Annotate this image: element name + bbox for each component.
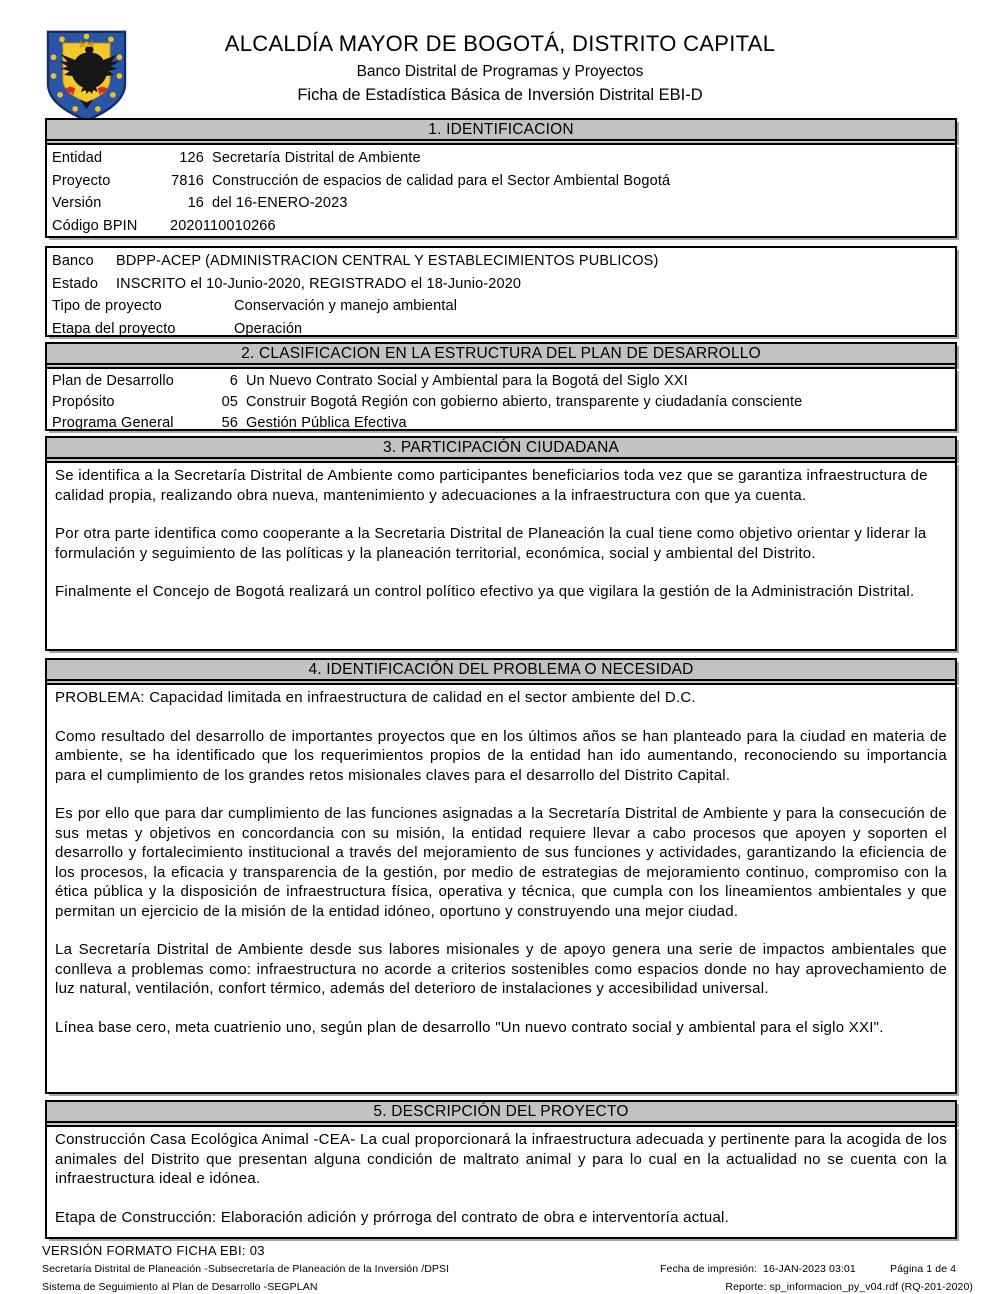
table-row (52, 147, 949, 170)
paragraph: Es por ello que para dar cumplimiento de las funciones asignadas a la Secretaría Distrital de Ambiente y para la consecución de sus metas y objetivos en concordancia con su misión, la entidad requiere llevar a cabo procesos que apoyen y soporten el desarrollo y fortalecimiento institucional a través del mejoramiento de sus funciones y actividades, garantizando la eficiencia de los procesos, la eficacia y transparencia de la gestión, por medio de estrategias de mejoramiento continuo, compromiso con la ética pública y la disposición de infraestructura física, operativa y técnica, que cumpla con los lineamientos ambientales y que permitan un ejercicio de la misión de la entidad idóneo, oportuno y construyendo una mejor ciudad. (55, 805, 947, 920)
document-subtitle-ficha: Ficha de Estadística Básica de Inversión Distrital EBI-D (297, 86, 703, 105)
table-row (52, 413, 949, 431)
field-value: INSCRITO el 10-Junio-2020, REGISTRADO el 18-Junio-2020 (116, 275, 522, 292)
paragraph: Etapa de Construcción: Elaboración adición y prórroga del contrato de obra e interventoría actual. (55, 1208, 730, 1226)
project-status-box (45, 246, 957, 337)
paragraph: Construcción Casa Ecológica Animal -CEA- La cual proporcionará la infraestructura adecuada y pertinente para la acogida de los animales del Distrito que presentan alguna condición de maltrato animal y para lo cual en la actualidad no se cuenta con la infraestructura ideal e idónea. (55, 1131, 947, 1187)
participation-text-box (45, 461, 957, 651)
paragraph: Se identifica a la Secretaría Distrital de Ambiente como participantes beneficiarios toda vez que se garantiza infraestructura de calidad propia, realizando obra nueva, mantenimiento y adecuaciones a la infraestructura con que ya cuenta. (55, 467, 928, 504)
field-label: Propósito (52, 394, 115, 410)
paragraph: PROBLEMA: Capacidad limitada en infraestructura de calidad en el sector ambiente del D.C. (55, 689, 696, 706)
field-label: Proyecto (52, 172, 111, 189)
field-code: 126 (179, 150, 204, 166)
section-2-title: 2. CLASIFICACION EN LA ESTRUCTURA DEL PLAN DE DESARROLLO (47, 344, 955, 365)
section-4-title: 4. IDENTIFICACIÓN DEL PROBLEMA O NECESIDAD (47, 660, 955, 681)
document-subtitle-banco: Banco Distrital de Programas y Proyectos (356, 63, 644, 81)
field-value: BDPP-ACEP (ADMINISTRACION CENTRAL Y ESTABLECIMIENTOS PUBLICOS) (116, 253, 659, 269)
field-value: Un Nuevo Contrato Social y Ambiental para la Bogotá del Siglo XXI (246, 373, 688, 389)
field-label: Estado (52, 275, 99, 292)
footer-organization-line2: Sistema de Seguimiento al Plan de Desarrollo -SEGPLAN (42, 1281, 318, 1293)
paragraph: Como resultado del desarrollo de importantes proyectos que en los últimos años se han planteado para la ciudad en materia de ambiente, se ha identificado que los requerimientos propios de la entidad han ido aumentando, reconociendo su importancia para el cumplimiento de los grandes retos misionales claves para el desarrollo del Distrito Capital. (55, 727, 947, 784)
section-5-title: 5. DESCRIPCIÓN DEL PROYECTO (47, 1102, 955, 1123)
section-1-title: 1. IDENTIFICACION (47, 120, 955, 141)
table-row (52, 318, 949, 338)
field-value: Operación (234, 320, 303, 337)
field-value: Secretaría Distrital de Ambiente (212, 150, 421, 166)
field-value: Construir Bogotá Región con gobierno abierto, transparente y ciudadanía consciente (246, 394, 803, 410)
section-2-header (45, 342, 957, 367)
table-row (52, 215, 949, 238)
table-row (52, 170, 949, 193)
field-label: Versión (52, 195, 102, 211)
field-value: Construcción de espacios de calidad para el Sector Ambiental Bogotá (212, 172, 671, 189)
field-code: 56 (221, 415, 238, 431)
document-header (0, 31, 1000, 105)
page-number: Página 1 de 4 (890, 1263, 957, 1275)
field-code: 05 (221, 394, 238, 410)
document-title: ALCALDÍA MAYOR DE BOGOTÁ, DISTRITO CAPITAL (224, 31, 776, 56)
field-label: Programa General (52, 415, 174, 431)
section-1-header (45, 118, 957, 143)
field-label: Código BPIN (52, 217, 138, 234)
format-version-label: VERSIÓN FORMATO FICHA EBI: 03 (42, 1243, 265, 1258)
field-value: Gestión Pública Efectiva (246, 415, 407, 431)
identification-fields-box (45, 143, 957, 238)
section-3-header (45, 436, 957, 461)
field-value: 2020110010266 (170, 217, 276, 234)
description-text-box (45, 1125, 957, 1239)
paragraph: Finalmente el Concejo de Bogotá realizará un control político efectivo ya que vigilara la gestión de la Administración Distrital. (55, 583, 915, 600)
field-label: Etapa del proyecto (52, 320, 176, 337)
print-date-value: 16-JAN-2023 03:01 (763, 1263, 856, 1275)
field-value: Conservación y manejo ambiental (234, 298, 458, 314)
field-label: Banco (52, 253, 94, 269)
table-row (52, 273, 949, 296)
field-value: del 16-ENERO-2023 (212, 195, 348, 211)
field-code: 16 (187, 195, 204, 211)
classification-fields-box (45, 367, 957, 431)
field-label: Plan de Desarrollo (52, 373, 174, 389)
paragraph: Línea base cero, meta cuatrienio uno, según plan de desarrollo "Un nuevo contrato social y ambiental para el siglo XXI". (55, 1018, 884, 1036)
field-code: 7816 (171, 172, 204, 189)
field-code: 6 (229, 373, 238, 389)
table-row (52, 392, 949, 413)
section-5-header (45, 1100, 957, 1125)
footer-organization-line1: Secretaría Distrital de Planeación -Subsecretaría de Planeación de la Inversión /DPSI (42, 1263, 450, 1275)
report-reference: Reporte: sp_informacion_py_v04.rdf (RQ-201-2020) (725, 1281, 973, 1293)
table-row (52, 371, 949, 392)
table-row (52, 250, 949, 273)
field-label: Tipo de proyecto (52, 298, 162, 314)
section-3-title: 3. PARTICIPACIÓN CIUDADANA (47, 438, 955, 459)
field-label: Entidad (52, 150, 103, 166)
paragraph: La Secretaría Distrital de Ambiente desde sus labores misionales y de apoyo genera una serie de impactos ambientales que conlleva a problemas como: infraestructura no acorde a criterios sostenibles como espacios donde no hay aprovechamiento de luz natural, ventilación, confort térmico, además del deterioro de instalaciones y accesibilidad universal. (55, 941, 947, 997)
print-date-label: Fecha de impresión: (660, 1263, 758, 1275)
table-row (52, 192, 949, 215)
print-date (660, 1263, 856, 1275)
table-row (52, 295, 949, 318)
problem-text-box (45, 683, 957, 1094)
section-4-header (45, 658, 957, 683)
paragraph: Por otra parte identifica como cooperante a la Secretaria Distrital de Planeación la cual tiene como objetivo orientar y liderar la formulación y seguimiento de las políticas y la planeación territorial, económica, social y ambiental del Distrito. (55, 525, 927, 562)
